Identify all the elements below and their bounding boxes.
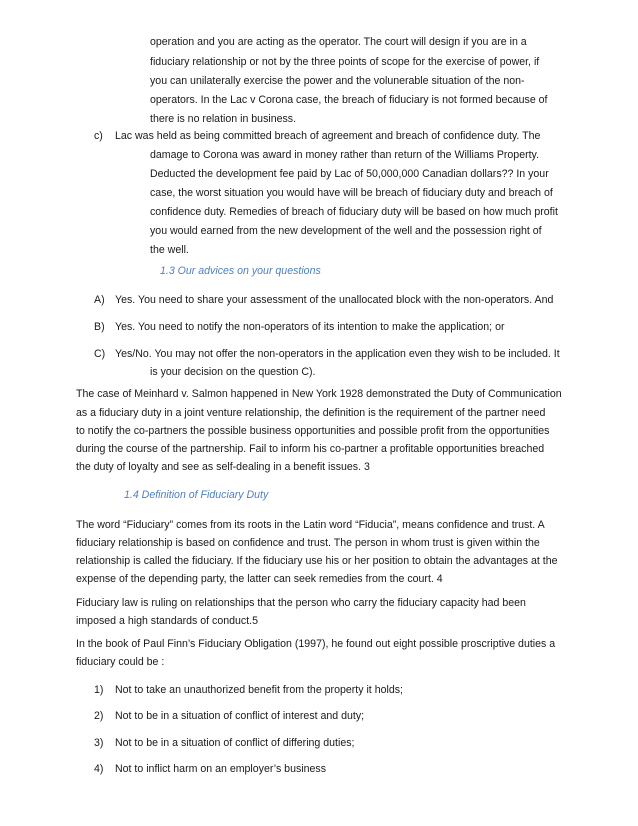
list-item: Not to inflict harm on an employer’s business — [115, 763, 326, 775]
text-line: to notify the co-partners the possible business opportunities and possible profit from the opportunities — [76, 425, 550, 437]
list-item: Yes. You need to share your assessment of the unallocated block with the non-operators. And — [115, 294, 554, 306]
list-marker: 3) — [94, 737, 104, 749]
text-line: In the book of Paul Finn’s Fiduciary Obligation (1997), he found out eight possible proscriptive duties a — [76, 638, 556, 650]
text-line: operators. In the Lac v Corona case, the breach of fiduciary is not formed because of — [150, 94, 548, 106]
list-item: Yes/No. You may not offer the non-operators in the application even they wish to be included. It — [115, 348, 560, 360]
text-line: during the course of the partnership. Fail to inform his co-partner a profitable opportunities breached — [76, 443, 545, 455]
list-marker: 2) — [94, 710, 104, 722]
text-line: Deducted the development fee paid by Lac of 50,000,000 Canadian dollars?? In your — [150, 168, 549, 180]
list-marker: c) — [94, 130, 103, 142]
text-line: fiduciary relationship is based on confidence and trust. The person in whom trust is given within the — [76, 537, 540, 549]
text-line: you can unilaterally exercise the power and the volunerable situation of the non- — [150, 75, 525, 87]
text-line: damage to Corona was award in money rather than return of the Williams Property. — [150, 149, 540, 161]
list-marker: A) — [94, 294, 105, 306]
text-line: the well. — [150, 244, 189, 256]
text-line: as a fiduciary duty in a joint venture relationship, the definition is the requirement of the partner need — [76, 407, 546, 419]
text-line: there is no relation in business. — [150, 113, 297, 125]
list-marker: 4) — [94, 763, 104, 775]
list-item: Yes. You need to notify the non-operators of its intention to make the application; or — [115, 321, 505, 333]
text-line: Fiduciary law is ruling on relationships that the person who carry the fiduciary capacity had been — [76, 597, 526, 609]
text-line: case, the worst situation you would have will be breach of fiduciary duty and breach of — [150, 187, 553, 199]
text-line: fiduciary could be : — [76, 656, 165, 668]
list-marker: B) — [94, 321, 105, 333]
list-marker: C) — [94, 348, 106, 360]
text-line: operation and you are acting as the operator. The court will design if you are in a — [150, 36, 527, 48]
text-line: Lac was held as being committed breach of agreement and breach of confidence duty. The — [115, 130, 541, 142]
text-line: relationship is called the fiduciary. If the fiduciary use his or her position to obtain the advantages at the — [76, 555, 558, 567]
section-heading: 1.4 Definition of Fiduciary Duty — [124, 489, 269, 501]
list-item: Not to be in a situation of conflict of interest and duty; — [115, 710, 365, 722]
text-line: fiduciary relationship or not by the three points of scope for the exercise of power, if — [150, 56, 540, 68]
text-line: confidence duty. Remedies of breach of fiduciary duty will be based on how much profit — [150, 206, 558, 218]
section-heading: 1.3 Our advices on your questions — [160, 265, 321, 277]
text-line: you would earned from the new development of the well and the possession right of — [150, 225, 542, 237]
text-line: The word “Fiduciary” comes from its roots in the Latin word “Fiducia”, means confidence and trust. A — [76, 519, 545, 531]
text-line: expense of the depending party, the latter can seek remedies from the court. 4 — [76, 573, 443, 585]
text-line: The case of Meinhard v. Salmon happened in New York 1928 demonstrated the Duty of Communication — [76, 388, 562, 400]
text-line: is your decision on the question C). — [150, 366, 316, 378]
list-item: Not to be in a situation of conflict of differing duties; — [115, 737, 355, 749]
list-marker: 1) — [94, 684, 104, 696]
text-line: the duty of loyalty and see as self-dealing in a benefit issues. 3 — [76, 461, 370, 473]
list-item: Not to take an unauthorized benefit from the property it holds; — [115, 684, 403, 696]
text-line: imposed a high standards of conduct.5 — [76, 615, 258, 627]
